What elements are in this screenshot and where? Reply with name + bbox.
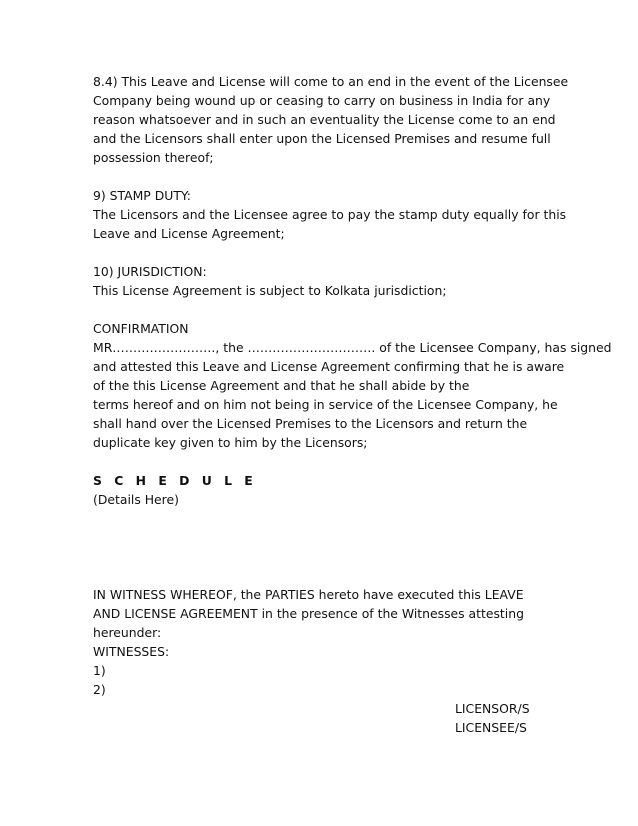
clause-8-4-line-5: possession thereof; bbox=[93, 150, 214, 165]
clause-9-stamp-duty bbox=[93, 186, 567, 243]
witness-section bbox=[93, 585, 553, 699]
confirmation-line-2: and attested this Leave and License Agreement confirming that he is aware bbox=[93, 359, 565, 374]
confirmation-section bbox=[93, 319, 612, 452]
confirmation-line-1: MR……………………., the …………………………. of the Licensee Company, has signed bbox=[93, 340, 612, 355]
witnesses-heading: WITNESSES: bbox=[93, 644, 170, 659]
witness-line-3: hereunder: bbox=[93, 625, 162, 640]
clause-10-heading: 10) JURISDICTION: bbox=[93, 264, 207, 279]
clause-9-heading: 9) STAMP DUTY: bbox=[93, 188, 191, 203]
licensee-signature-label: LICENSEE/S bbox=[455, 720, 527, 735]
licensor-signature-label: LICENSOR/S bbox=[455, 701, 530, 716]
confirmation-line-5: shall hand over the Licensed Premises to the Licensors and return the bbox=[93, 416, 528, 431]
clause-8-4-line-2: Company being wound up or ceasing to carry on business in India for any bbox=[93, 93, 551, 108]
schedule-title: S C H E D U L E bbox=[93, 473, 257, 488]
witness-item-1: 1) bbox=[93, 663, 106, 678]
confirmation-heading: CONFIRMATION bbox=[93, 321, 189, 336]
document-body bbox=[93, 72, 612, 737]
confirmation-line-6: duplicate key given to him by the Licensors; bbox=[93, 435, 368, 450]
clause-9-line-1: The Licensors and the Licensee agree to pay the stamp duty equally for this bbox=[93, 207, 567, 222]
clause-10-line-1: This License Agreement is subject to Kolkata jurisdiction; bbox=[93, 283, 447, 298]
schedule-details: (Details Here) bbox=[93, 492, 179, 507]
clause-10-jurisdiction bbox=[93, 262, 553, 300]
witness-line-2: AND LICENSE AGREEMENT in the presence of the Witnesses attesting bbox=[93, 606, 524, 621]
clause-8-4-line-1: 8.4) This Leave and License will come to an end in the event of the Licensee bbox=[93, 74, 569, 89]
confirmation-line-4: terms hereof and on him not being in service of the Licensee Company, he bbox=[93, 397, 558, 412]
clause-8-4-line-3: reason whatsoever and in such an eventuality the License come to an end bbox=[93, 112, 556, 127]
clause-8-4 bbox=[93, 72, 569, 167]
schedule-section bbox=[93, 471, 553, 509]
witness-line-1: IN WITNESS WHEREOF, the PARTIES hereto have executed this LEAVE bbox=[93, 587, 524, 602]
witness-item-2: 2) bbox=[93, 682, 106, 697]
clause-8-4-line-4: and the Licensors shall enter upon the Licensed Premises and resume full bbox=[93, 131, 551, 146]
signature-block bbox=[93, 699, 553, 737]
confirmation-line-3: of the this License Agreement and that he shall abide by the bbox=[93, 378, 470, 393]
clause-9-line-2: Leave and License Agreement; bbox=[93, 226, 285, 241]
